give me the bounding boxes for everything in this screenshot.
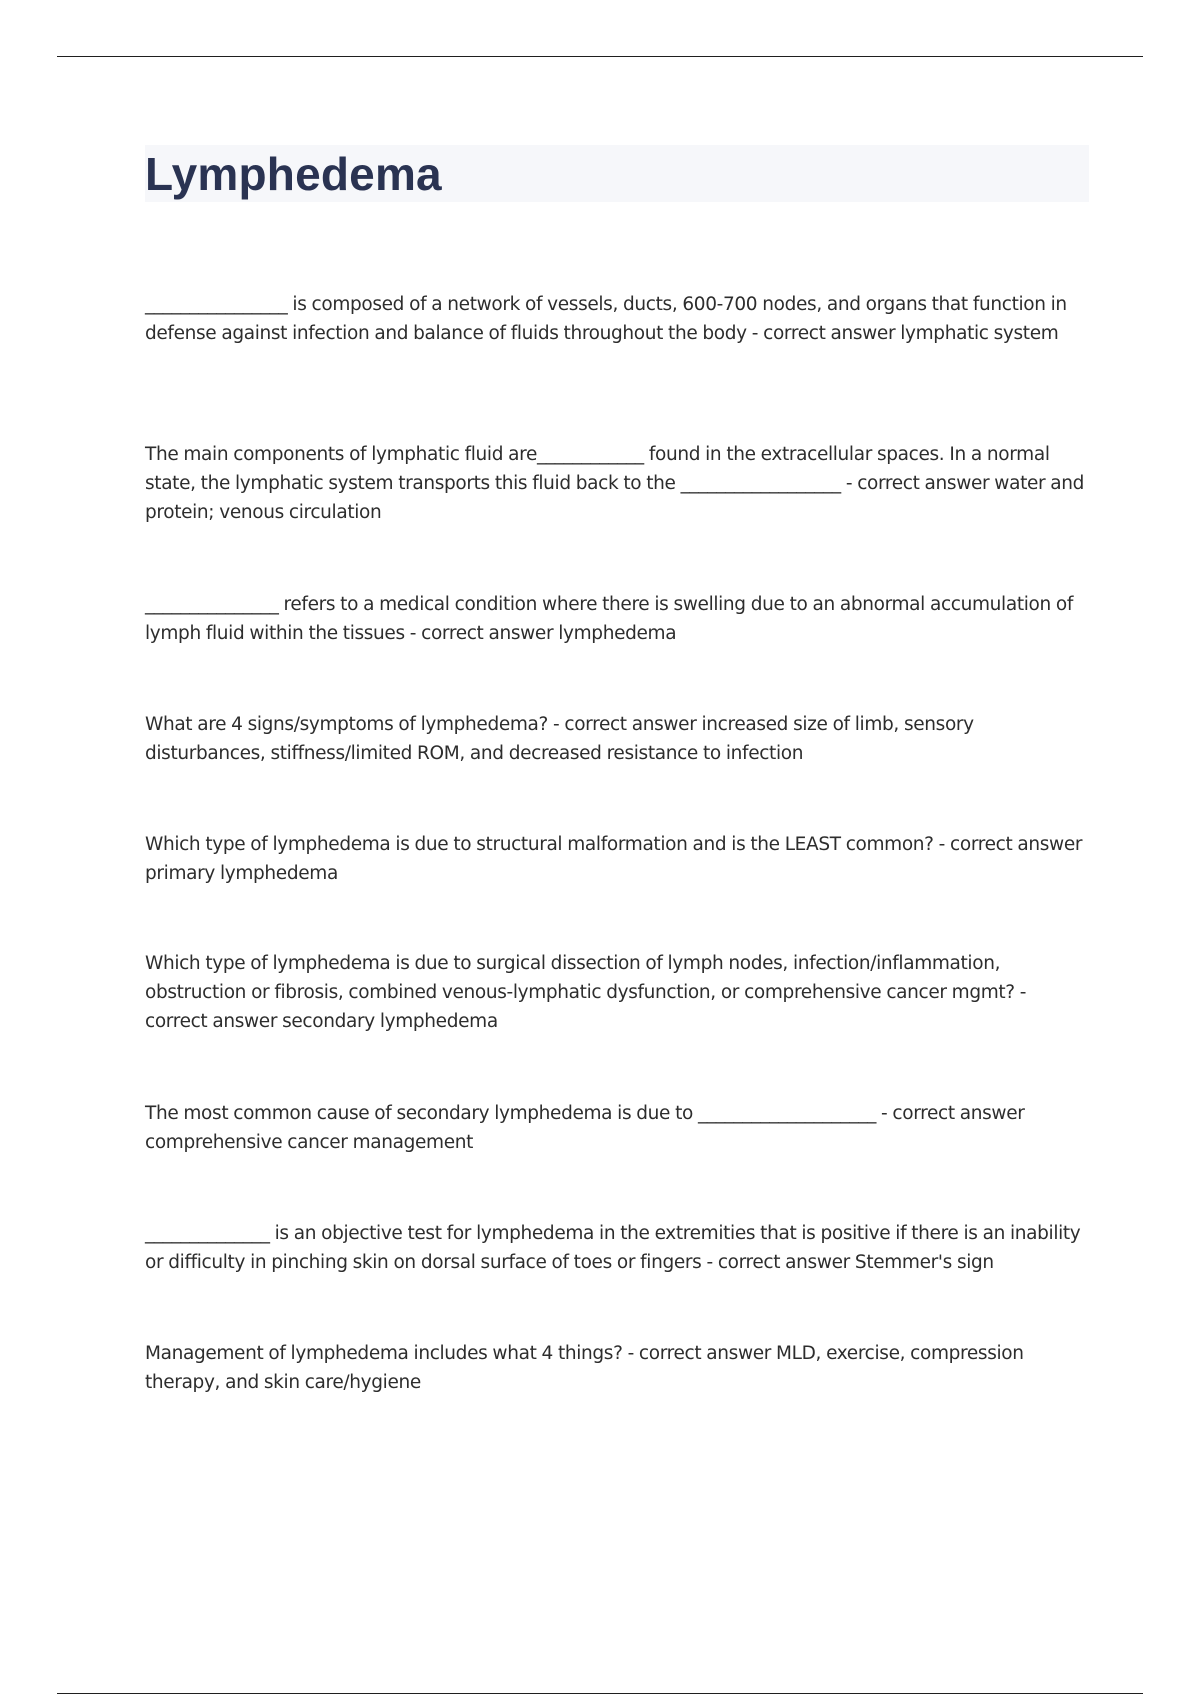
bottom-rule — [57, 1693, 1143, 1694]
question-2: The main components of lymphatic fluid are____________ found in the extracellular spaces. In a normal state, the lymphatic system transports this fluid back to the __________________ - correct answer water and protein; venous circulation — [145, 444, 1085, 523]
document-title: Lymphedema — [145, 148, 442, 200]
question-6: Which type of lymphedema is due to surgical dissection of lymph nodes, infection/inflammation, obstruction or fibrosis, combined venous-lymphatic dysfunction, or comprehensive cancer mgmt? - correct answer secondary lymphedema — [145, 953, 1027, 1032]
question-9: Management of lymphedema includes what 4 things? - correct answer MLD, exercise, compression therapy, and skin care/hygiene — [145, 1343, 1024, 1393]
question-3: _______________ refers to a medical condition where there is swelling due to an abnormal accumulation of lymph fluid within the tissues - correct answer lymphedema — [145, 594, 1074, 644]
top-rule — [57, 56, 1143, 57]
question-5: Which type of lymphedema is due to structural malformation and is the LEAST common? - correct answer primary lymphedema — [145, 834, 1083, 884]
question-7: The most common cause of secondary lymphedema is due to ____________________ - correct answer comprehensive cancer management — [145, 1103, 1025, 1153]
question-4: What are 4 signs/symptoms of lymphedema? - correct answer increased size of limb, sensory disturbances, stiffness/limited ROM, and decreased resistance to infection — [145, 714, 974, 764]
question-1: ________________ is composed of a network of vessels, ducts, 600-700 nodes, and organs that function in defense against infection and balance of fluids throughout the body - correct answer lymphatic system — [145, 294, 1067, 344]
question-8: ______________ is an objective test for lymphedema in the extremities that is positive if there is an inability or difficulty in pinching skin on dorsal surface of toes or fingers - correct answer Stemmer's sign — [145, 1223, 1081, 1273]
